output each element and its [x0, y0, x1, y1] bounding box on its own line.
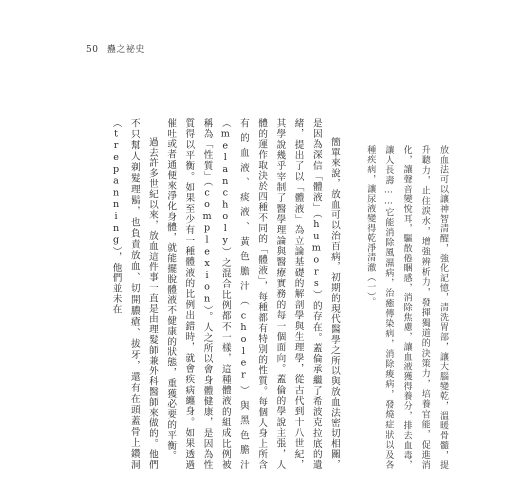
- paragraph-barber-surgeons: 過去許多世紀以來，放血這件事一直是由理髮師兼外科醫師來做的。他們不只幫人剃髮理鬍，也負責放血、切開膿瘡、拔牙，還有在頭蓋骨上鑽洞（trepanning），他們並未在: [110, 118, 158, 470]
- running-title: 蠱之祕史: [106, 45, 145, 55]
- page-header: [86, 42, 145, 55]
- paragraph-spacer: [343, 118, 361, 470]
- page-number: 50: [86, 45, 99, 55]
- body-text: [82, 118, 452, 470]
- epigraph-quote: 放血法可以讓神智清醒，強化記憶，清洗胃部，讓大腦變乾，溫暖骨髓，提升聽力，止住淚水，增強辨析力，發揮獨道的決策力，培養官能，促進消化，讓聲音變悅耳，驅散倦睏感，消除焦慮，讓血液獲得養分，排去血毒，讓人長壽……它能消除風濕病，治癒傳染病，消除痠病，發燒症狀以及各種疾病，讓尿液變得乾淨清澈（一）。: [365, 145, 448, 470]
- paragraph-humors: 簡單來說，放血可以治百病，初期的現代醫學之所以與放血法密切相關，是因為深信「體液」（humors）的存在。蓋倫承繼了希波克拉底的遺緒，提出了以「體液」為立論基礎的解剖學與生理學，從古代到十八世紀，其學說幾乎宰制了醫學理論與醫療實務的每一個面向。蓋倫的學說主張，人體的運作取決於四種不同的「體液」，每種都有特別的性質。每個人身上所含有的血液、痰液、黃色膽汁（choler）與黑色膽汁（melancholy）之混合比例都不一樣，這種體液的組成比例被稱為「性質」（complexion）。人之所以會身體健康，是因為性質得以平衡。如果至少有一種體液的比例出錯時，就會疾病纏身。如果透過催吐或者通便來淨化身體，就能擺脫體液不健康的狀態，重獲必要的平衡。: [165, 118, 340, 470]
